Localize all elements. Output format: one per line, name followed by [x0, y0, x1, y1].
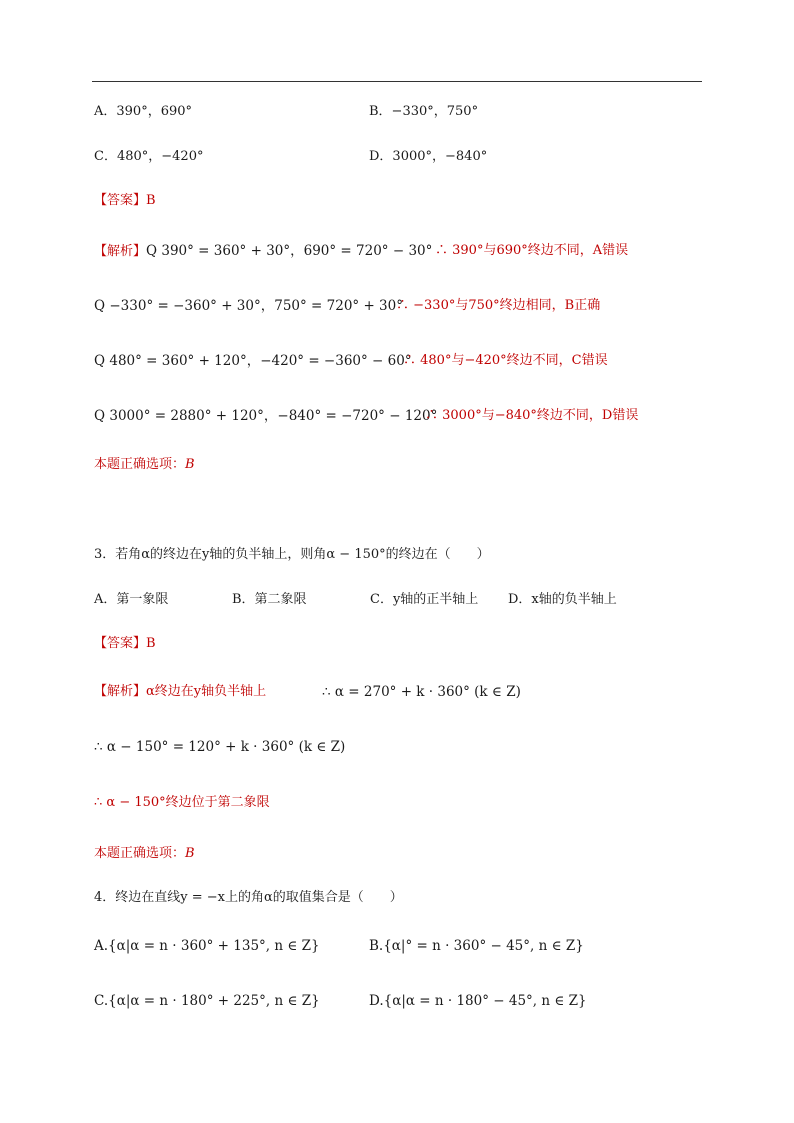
q2-option-d: D．3000°，−840° [369, 149, 488, 164]
q3-option-b: B．第二象限 [232, 592, 307, 607]
q4-stem: 4．终边在直线y = −x上的角α的取值集合是（ ） [94, 890, 403, 905]
q3-option-d: D．x轴的负半轴上 [508, 592, 617, 607]
q3-answer [94, 635, 156, 653]
q3-answer-label: 【答案】 [94, 636, 147, 651]
q3-option-c: C．y轴的正半轴上 [370, 592, 479, 607]
q2-analysis-conclusion-2: ∴ −330°与750°终边相同，B正确 [396, 298, 601, 313]
q2-answer [94, 192, 156, 210]
q2-analysis-conclusion-1: ∴ 390°与690°终边不同，A错误 [435, 243, 629, 258]
q3-analysis-text: α终边在y轴负半轴上 [146, 684, 267, 699]
q3-correct-option [94, 845, 195, 863]
q3-correct-value: B [185, 846, 195, 861]
q2-answer-label: 【答案】 [94, 193, 147, 208]
q2-answer-value: B [146, 193, 156, 208]
q2-option-c: C．480°，−420° [94, 149, 204, 164]
q3-analysis-formula-1: ∴ α = 270° + k · 360° (k ∈ Z) [322, 684, 521, 700]
q3-correct-label: 本题正确选项： [94, 846, 186, 861]
q3-analysis-line-3: ∴ α − 150°终边位于第二象限 [94, 795, 270, 810]
q3-analysis-line-2: ∴ α − 150° = 120° + k · 360° (k ∈ Z) [94, 739, 346, 755]
q4-option-b: B.{α|° = n · 360° − 45°, n ∈ Z} [369, 938, 584, 954]
q2-analysis-formula-1: Q 390° = 360° + 30°，690° = 720° − 30° [146, 243, 433, 259]
q2-option-a: A．390°，690° [94, 104, 193, 119]
q3-analysis-line-1 [94, 683, 266, 701]
q3-option-a: A．第一象限 [94, 592, 169, 607]
q2-analysis-conclusion-3: ∴ 480°与−420°终边不同，C错误 [403, 353, 608, 368]
q4-option-c: C.{α|α = n · 180° + 225°, n ∈ Z} [94, 993, 320, 1009]
q3-stem: 3．若角α的终边在y轴的负半轴上，则角α − 150°的终边在（ ） [94, 547, 490, 562]
header-rule [92, 81, 702, 82]
q2-option-b: B．−330°，750° [369, 104, 479, 119]
q2-correct-value: B [185, 457, 195, 472]
q2-analysis-line-1 [94, 242, 432, 261]
q3-answer-value: B [146, 636, 156, 651]
q2-analysis-formula-3: Q 480° = 360° + 120°，−420° = −360° − 60° [94, 353, 412, 369]
q2-analysis-label: 【解析】 [94, 244, 147, 259]
q4-option-a: A.{α|α = n · 360° + 135°, n ∈ Z} [94, 938, 320, 954]
q2-analysis-conclusion-4: ∴ 3000°与−840°终边不同，D错误 [425, 408, 639, 423]
q4-option-d: D.{α|α = n · 180° − 45°, n ∈ Z} [369, 993, 587, 1009]
q2-correct-option [94, 456, 195, 474]
q2-analysis-formula-4: Q 3000° = 2880° + 120°，−840° = −720° − 120° [94, 408, 438, 424]
q3-analysis-label: 【解析】 [94, 684, 147, 699]
q2-analysis-formula-2: Q −330° = −360° + 30°，750° = 720° + 30° [94, 298, 403, 314]
q2-correct-label: 本题正确选项： [94, 457, 186, 472]
